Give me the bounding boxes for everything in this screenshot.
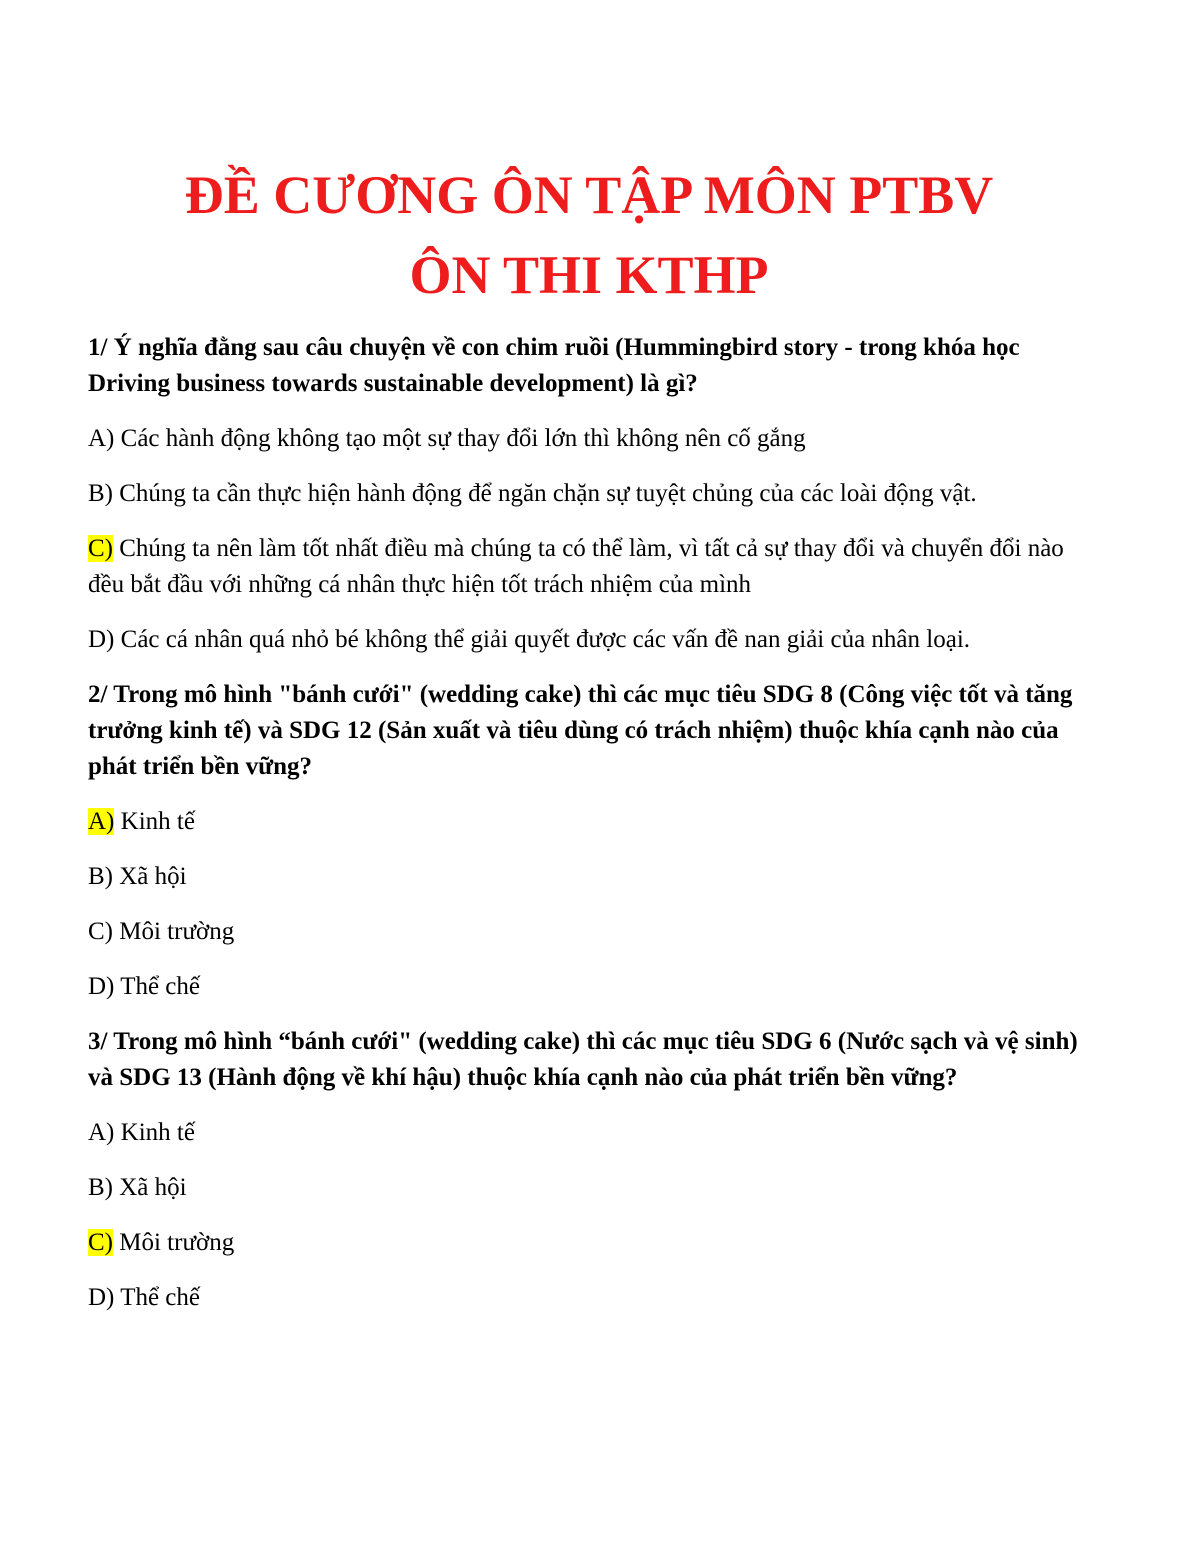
option-letter: D) <box>88 1284 115 1311</box>
title-line-1: ĐỀ CƯƠNG ÔN TẬP MÔN PTBV <box>184 165 994 225</box>
option-letter: B) <box>88 1174 113 1201</box>
option-text: Chúng ta cần thực hiện hành động để ngăn chặn sự tuyệt chủng của các loài động vật. <box>113 480 977 507</box>
option-text: Kinh tế <box>114 808 195 835</box>
option-text: Chúng ta nên làm tốt nhất điều mà chúng ta có thể làm, vì tất cả sự thay đổi và chuyển đổi nào đều bắt đầu với những cá nhân thực hiện tốt trách nhiệm của mình <box>88 535 1064 598</box>
option-text: Môi trường <box>113 918 235 945</box>
title-line-2: ÔN THI KTHP <box>409 245 769 305</box>
question-3-option-b <box>88 1170 1090 1206</box>
option-letter-highlighted: C) <box>88 1229 113 1256</box>
option-text: Môi trường <box>113 1229 235 1256</box>
option-letter-highlighted: C) <box>88 535 113 562</box>
option-text: Kinh tế <box>114 1119 195 1146</box>
question-2-option-a <box>88 804 1090 840</box>
question-2-option-d <box>88 969 1090 1005</box>
option-text: Xã hội <box>113 1174 187 1201</box>
option-letter: D) <box>88 973 115 1000</box>
option-letter-highlighted: A) <box>88 808 115 835</box>
option-letter: D) <box>88 626 115 653</box>
option-text: Xã hội <box>113 863 187 890</box>
question-3-option-a <box>88 1115 1090 1151</box>
question-1: 1/ Ý nghĩa đằng sau câu chuyện về con chim ruồi (Hummingbird story - trong khóa học Driving business towards sustainable development) là gì? <box>88 334 1020 397</box>
option-letter: B) <box>88 480 113 507</box>
question-list <box>88 330 1090 1316</box>
option-text: Các cá nhân quá nhỏ bé không thể giải quyết được các vấn đề nan giải của nhân loại. <box>114 626 971 653</box>
option-letter: C) <box>88 918 113 945</box>
option-letter: B) <box>88 863 113 890</box>
option-text: Các hành động không tạo một sự thay đổi lớn thì không nên cố gắng <box>114 425 806 452</box>
option-letter: A) <box>88 1119 115 1146</box>
option-text: Thể chế <box>114 973 200 1000</box>
document-title <box>88 0 1090 315</box>
question-2-option-b <box>88 859 1090 895</box>
question-1-option-a <box>88 421 1090 457</box>
question-3: 3/ Trong mô hình “bánh cưới" (wedding cake) thì các mục tiêu SDG 6 (Nước sạch và vệ sinh) và SDG 13 (Hành động về khí hậu) thuộc khía cạnh nào của phát triển bền vững? <box>88 1028 1078 1091</box>
question-3-option-d <box>88 1280 1090 1316</box>
option-text: Thể chế <box>114 1284 200 1311</box>
question-1-option-c <box>88 531 1090 603</box>
question-1-option-d <box>88 622 1090 658</box>
option-letter: A) <box>88 425 115 452</box>
question-2-option-c <box>88 914 1090 950</box>
question-2: 2/ Trong mô hình "bánh cưới" (wedding cake) thì các mục tiêu SDG 8 (Công việc tốt và tăng trưởng kinh tế) và SDG 12 (Sản xuất và tiêu dùng có trách nhiệm) thuộc khía cạnh nào của phát triển bền vững? <box>88 681 1073 780</box>
question-3-option-c <box>88 1225 1090 1261</box>
question-1-option-b <box>88 476 1090 512</box>
